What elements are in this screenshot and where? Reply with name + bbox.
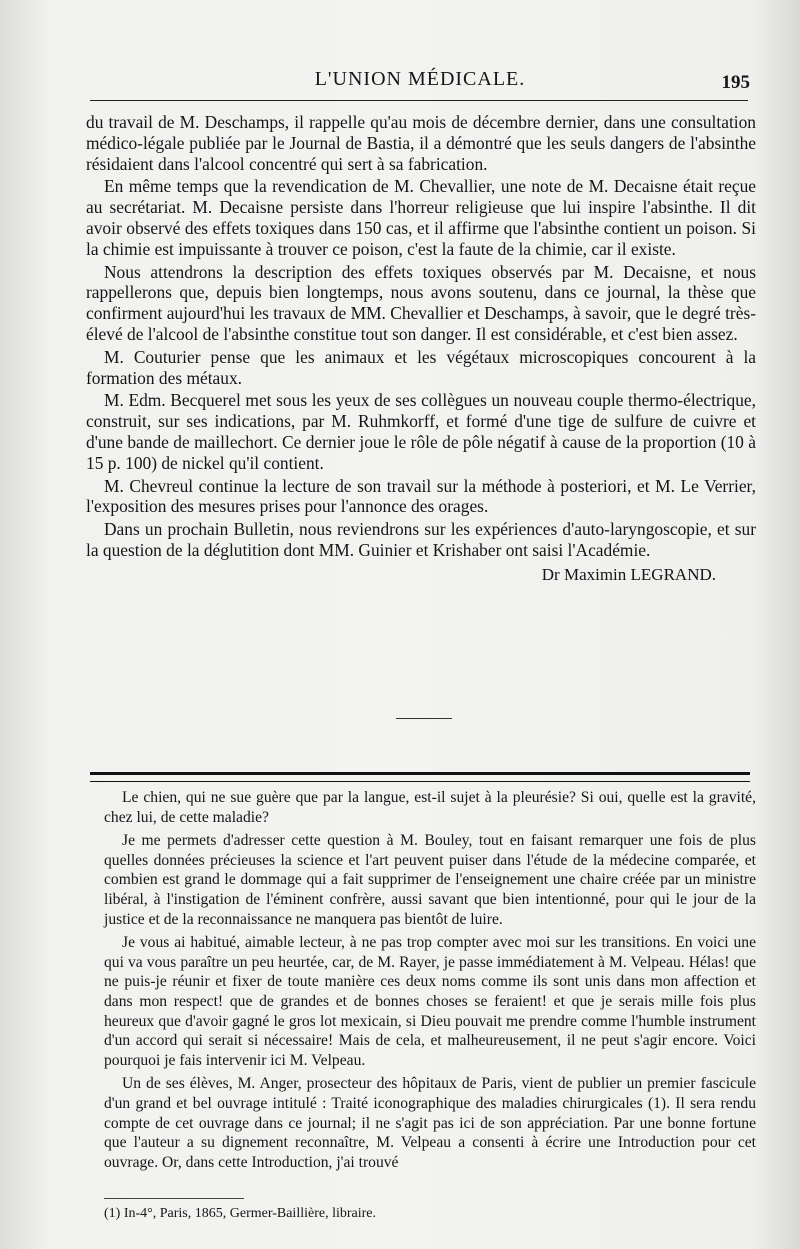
feuilleton-paragraph-4: Un de ses élèves, M. Anger, prosecteur des hôpitaux de Paris, vient de publier un premier fascicule d'un grand et bel ouvrage intitulé : Traité iconographique des maladies chirurgicales (1). Il sera rendu compte de cet ouvrage dans ce journal; il ne s'agit pas ici de son appréciation. Par une bonne fortune que l'auteur a su dignement reconnaître, M. Velpeau a consenti à écrire une Introduction pour cet ouvrage. Or, dans cette Introduction, j'ai trouvé — [104, 1075, 756, 1171]
main-paragraph-3: Nous attendrons la description des effets toxiques observés par M. Decaisne, et nous rappellerons que, depuis bien longtemps, nous avons soutenu, dans ce journal, la thèse que confirment aujourd'hui les travaux de MM. Chevallier et Deschamps, à savoir, que le degré très-élevé de l'alcool de l'absinthe constitue tout son danger. Il est considérable, et c'est bien assez. — [86, 261, 756, 344]
main-article — [86, 112, 756, 586]
main-paragraph-6: M. Chevreul continue la lecture de son travail sur la méthode à posteriori, et M. Le Verrier, l'exposition des mesures prises pour l'annonce des orages. — [86, 475, 756, 517]
page-header — [90, 66, 750, 96]
feuilleton-article — [104, 788, 756, 1176]
main-paragraph-1: du travail de M. Deschamps, il rappelle qu'au mois de décembre dernier, dans une consultation médico-légale publiée par le Journal de Bastia, il a démontré que les seuls dangers de l'absinthe résidaient dans l'alcool concentré qui sert à sa fabrication. — [86, 112, 756, 174]
author-signature: Dr Maximin LEGRAND. — [541, 564, 716, 584]
feuilleton-paragraph-2: Je me permets d'adresser cette question à M. Bouley, tout en faisant remarquer une fois de plus quelles données précieuses la science et l'art peuvent puiser dans l'étude de la médecine comparée, et combien est grand le dommage qui a fait supprimer de l'enseignement une chaire créée par un ministre libéral, à l'instigation de l'éminent confrère, aussi savant que bien intentionné, pour qui le jour de la justice et de la reconnaissance ne manquera pas bientôt de luire. — [104, 832, 756, 928]
running-title: L'UNION MÉDICALE. — [314, 68, 526, 90]
footnote-rule — [104, 1198, 244, 1199]
page-number: 195 — [721, 72, 750, 93]
main-paragraph-5: M. Edm. Becquerel met sous les yeux de ses collègues un nouveau couple thermo-électrique, construit, sur ses indications, par M. Ruhmkorff, et formé d'une tige de sulfure de cuivre et d'une bande de maillechort. Ce dernier joue le rôle de pôle négatif à cause de la proportion (10 à 15 p. 100) de nickel qu'il contient. — [86, 390, 756, 473]
main-paragraph-7: Dans un prochain Bulletin, nous reviendrons sur les expériences d'auto-laryngoscopie, et sur la question de la déglutition dont MM. Guinier et Krishaber ont saisi l'Académie. — [86, 519, 756, 560]
feuilleton-paragraph-3: Je vous ai habitué, aimable lecteur, à ne pas trop compter avec moi sur les transitions. En voici une qui va vous paraître un peu heurtée, car, de M. Rayer, je passe immédiatement à M. Velpeau. Hélas! que ne puis-je réunir et fixer de toute manière ces deux noms comme ils sont unis dans mon affection et dans mon respect! que de grandes et de bonnes choses se feraient! et que je serais mille fois plus heureux que d'avoir gagné le gros lot mexicain, si Dieu pouvait me prendre comme l'humble instrument d'un accord qui serait si nécessaire! Mais de cela, et malheureusement, il ne peut s'agir encore. Voici pourquoi je fais intervenir ici M. Velpeau. — [104, 934, 756, 1069]
main-paragraph-4: M. Couturier pense que les animaux et les végétaux microscopiques concourent à la formation des métaux. — [86, 346, 756, 388]
feuilleton-paragraph-1: Le chien, qui ne sue guère que par la langue, est-il sujet à la pleurésie? Si oui, quelle est la gravité, chez lui, de cette maladie? — [104, 789, 756, 826]
feuilleton-divider — [90, 772, 750, 782]
main-paragraph-2: En même temps que la revendication de M. Chevallier, une note de M. Decaisne était reçue au secrétariat. M. Decaisne persiste dans l'horreur religieuse que lui inspire l'absinthe. Il dit avoir observé des effets toxiques dans 150 cas, et il affirme que l'absinthe contient un poison. Si la chimie est impuissante à trouver ce poison, c'est la faute de la chimie, car il existe. — [86, 176, 756, 259]
section-end-rule — [396, 718, 452, 719]
header-rule — [90, 100, 748, 101]
footnote: (1) In-4°, Paris, 1865, Germer-Baillière, libraire. — [104, 1206, 377, 1221]
